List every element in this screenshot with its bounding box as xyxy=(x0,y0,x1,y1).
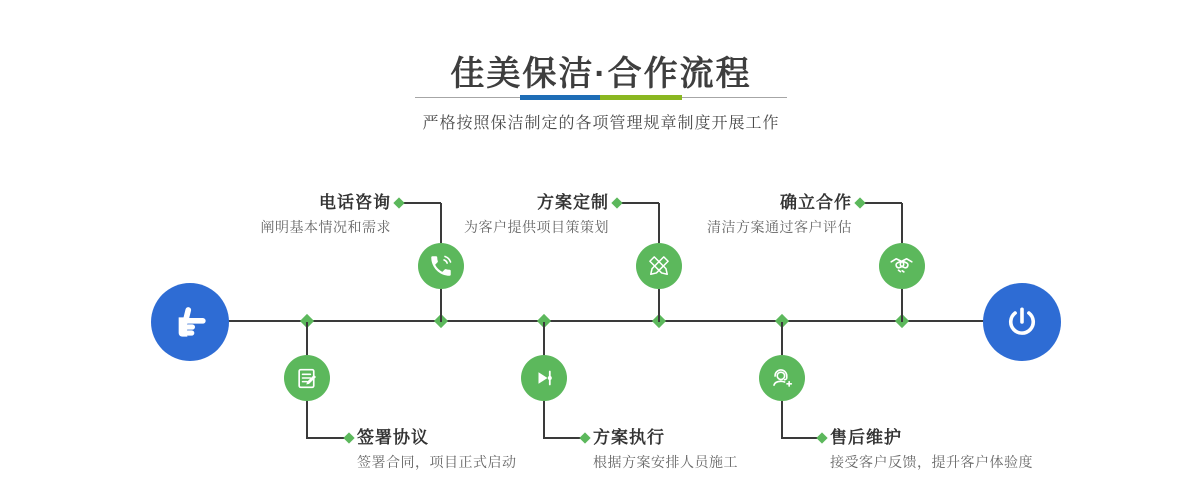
step-label-plan-execute xyxy=(593,427,738,471)
label-diamond xyxy=(393,197,404,208)
pointing-hand-icon xyxy=(170,302,210,342)
step-title: 签署协议 xyxy=(357,428,429,447)
connector-line xyxy=(306,322,308,355)
connector-line xyxy=(440,289,442,322)
connector-line xyxy=(781,401,783,439)
step-circle-cooperate xyxy=(879,243,925,289)
connector-line xyxy=(543,401,545,439)
step-label-phone-consult xyxy=(261,192,392,236)
start-node xyxy=(151,283,229,361)
title-divider-accent xyxy=(520,95,682,100)
sign-document-icon xyxy=(295,366,320,391)
connector-line xyxy=(901,289,903,322)
label-diamond xyxy=(816,432,827,443)
connector-line xyxy=(781,322,783,355)
step-label-sign-agreement xyxy=(357,427,517,471)
connector-line xyxy=(617,202,659,204)
step-title: 方案定制 xyxy=(537,193,609,212)
timeline-line xyxy=(228,320,984,322)
step-desc: 签署合同，项目正式启动 xyxy=(357,454,517,470)
step-label-establish-cooperation xyxy=(707,192,852,236)
step-label-plan-customize xyxy=(464,192,609,236)
label-diamond xyxy=(579,432,590,443)
step-desc: 清洁方案通过客户评估 xyxy=(707,219,852,235)
page-subtitle: 严格按照保洁制定的各项管理规章制度开展工作 xyxy=(422,115,780,132)
label-diamond xyxy=(343,432,354,443)
connector-line xyxy=(399,202,441,204)
design-tools-icon xyxy=(646,253,672,279)
connector-line xyxy=(440,203,442,243)
phone-icon xyxy=(428,253,454,279)
step-circle-design xyxy=(636,243,682,289)
end-node xyxy=(983,283,1061,361)
step-label-aftersales-maintain xyxy=(830,427,1033,471)
play-execute-icon xyxy=(532,366,556,390)
connector-line xyxy=(658,289,660,322)
divider-green-segment xyxy=(600,95,682,100)
page-title: 佳美保洁·合作流程 xyxy=(450,55,752,93)
step-circle-phone xyxy=(418,243,464,289)
step-circle-aftersales xyxy=(759,355,805,401)
step-title: 方案执行 xyxy=(593,428,665,447)
step-circle-sign xyxy=(284,355,330,401)
connector-line xyxy=(543,322,545,355)
step-desc: 为客户提供项目策策划 xyxy=(464,219,609,235)
step-circle-execute xyxy=(521,355,567,401)
power-icon xyxy=(1004,304,1040,340)
handshake-icon xyxy=(888,252,916,280)
step-title: 确立合作 xyxy=(780,193,852,212)
connector-line xyxy=(901,203,903,243)
label-diamond xyxy=(854,197,865,208)
connector-line xyxy=(658,203,660,243)
step-desc: 根据方案安排人员施工 xyxy=(593,454,738,470)
connector-line xyxy=(306,401,308,439)
label-diamond xyxy=(611,197,622,208)
step-title: 电话咨询 xyxy=(319,193,391,212)
connector-line xyxy=(860,202,902,204)
step-title: 售后维护 xyxy=(830,428,902,447)
step-desc: 接受客户反馈，提升客户体验度 xyxy=(830,454,1033,470)
step-desc: 阐明基本情况和需求 xyxy=(260,219,391,235)
customer-service-icon xyxy=(769,365,795,391)
divider-blue-segment xyxy=(520,95,600,100)
